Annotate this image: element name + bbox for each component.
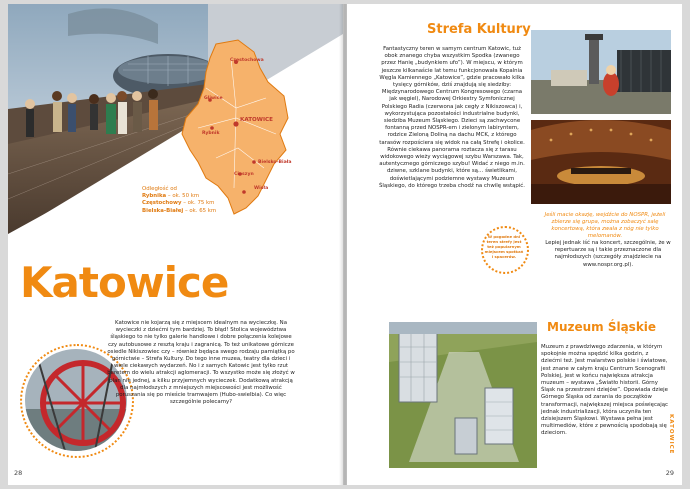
handwritten-note: Jeśli macie okazję, wejdźcie do NOSPR, jeżeli zbierze się grupa, można zobaczyć salę koncertową, która zwala z nóg nie tylko melomanów.	[544, 212, 666, 239]
page-number-right: 29	[665, 469, 674, 477]
distance-value: – ok. 75 km	[181, 200, 215, 207]
intro-text: Katowice nie kojarzą się z miejscem idealnym na wycieczkę. Na wycieczki z dziećmi tym bardziej. To błąd! Stolica województwa śląskiego to nie tylko galerie handlowe i dobre połączenia kolejowe czy autobusowe z resztą kraju i zagranicą. To też unikatowe górnicze osiedle Nikiszowiec czy – również będąca swego rodzaju pamiątką po górnictwie – Strefa Kultury. Do tego inne muzea, teatry dla dzieci i wiele ciekawych wydarzeń. No i z samych Katowic jest tylko rzut beretem do wielu atrakcji aglomeracji. To wszystko może się złożyć w plan nie jednej, a kilku przyjemnych wycieczek. Dodatkową atrakcją dla najmłodszych z mniejszych miejscowości jest możliwość poruszania się po mieście tramwajem (Hubo-swielbia). Co więc szczególnie polecamy?	[107, 320, 295, 406]
distance-value: – ok. 65 km	[183, 207, 217, 214]
map-label-rybnik: Rybnik	[202, 131, 220, 136]
left-page	[8, 4, 343, 485]
distance-value: – ok. 50 km	[166, 193, 200, 200]
distance-row	[142, 200, 262, 207]
section2-text: Muzeum z prawdziwego zdarzenia, w którym spokojnie można spędzić kilka godzin, z dziećmi też. Jest malarstwo polskie i światowe, jest znane w całym kraju Centrum Scenografii Polskiej, jest w końcu największa atrakcja muzeum – wystawa „Światło historii. Górny Śląsk na przestrzeni dziejów”. Opowiada dzieje Górnego Śląska od zarania do początków transformacji, największej miejsca poświęcając jednak industrializacji, która uczyniła ten dzisiejszem Śląskowi. Wystawa pełna jest multimediów, które z pewnością spodobają się dzieciom.	[541, 344, 668, 437]
section2-title: Muzeum Śląskie	[547, 320, 657, 334]
map-label-czestochowa: Częstochowa	[230, 58, 264, 63]
distance-heading: Odległość od	[142, 186, 177, 192]
map-label-gliwice: Gliwice	[204, 96, 223, 101]
distance-city: Bielska-Białej	[142, 207, 184, 214]
concert-text: Lepiej jednak iść na koncert, szczególnie, że w repertuarze są i takie przeznaczone dla najmłodszych (szczegóły znajdziecie na www.nospr.org.pl).	[545, 240, 671, 268]
concert-hall-photo	[531, 120, 671, 204]
distance-row	[142, 208, 262, 215]
museum-photo	[389, 322, 537, 468]
concert-hall-art	[531, 120, 671, 204]
map-label-cieszyn: Cieszyn	[234, 172, 254, 177]
map-label-katowice: KATOWICE	[240, 117, 273, 123]
strefa-photo	[531, 30, 671, 114]
right-page	[347, 4, 682, 485]
section1-text: Fantastyczny teren w samym centrum Katowic, tuż obok znanego chyba wszystkim Spodka (zwanego przez Hanię „budynkiem ufo”). W miejscu, w którym jeszcze kilkanaście lat temu funkcjonowała Kopalnia Węgla Kamiennego „Katowice”, gdzie pracowało kilka tysięcy górników, dziś znajdują się siedziby: Międzynarodowego Centrum Kongresowego (czarna jak węgiel), Narodowej Orkiestry Symfonicznej Polskiego Radia (czerwona jak cegły z Nikiszowca) i, wykorzystująca pozostałości industrialne budynki, siedziba Muzeum Śląskiego. Dzieci są zachwycone fontanną przed NOSPR-em i zielonym labiryntem, rodzice Zieloną Doliną na dachu MCK, z którego tarasów rozpościera się widok na całą Strefę i okolice. Równie ciekawa panorama roztacza się z tarasu widokowego wieży wyciągowej szybu Warszawa. Tak, autentycznego górniczego szybu! Widać z niego m.in. dziwne, szklane budynki, które są… świetlikami, doświetlającymi podziemne wystawy Muzeum Śląskiego, do którego trzeba chodź na chwilę wstąpić.	[379, 46, 525, 189]
distance-city: Częstochowy	[142, 200, 182, 207]
strefa-photo-art	[531, 30, 671, 114]
page-number-left: 28	[14, 469, 23, 477]
map-label-wisla: Wisła	[254, 186, 269, 191]
section1-title: Strefa Kultury	[427, 22, 531, 37]
distance-box	[142, 186, 262, 215]
distance-city: Rybnika	[142, 193, 167, 200]
map-label-bielsko: Bielsko-Biała	[258, 160, 292, 165]
museum-photo-art	[389, 322, 537, 468]
side-tab: KATOWICE	[668, 414, 674, 455]
distance-row	[142, 193, 262, 200]
circle-note-text: W pogodne dni teren strefy jest też popularnym miejscem spotkań i spacerów.	[484, 234, 524, 259]
city-title: Katowice	[20, 258, 229, 307]
